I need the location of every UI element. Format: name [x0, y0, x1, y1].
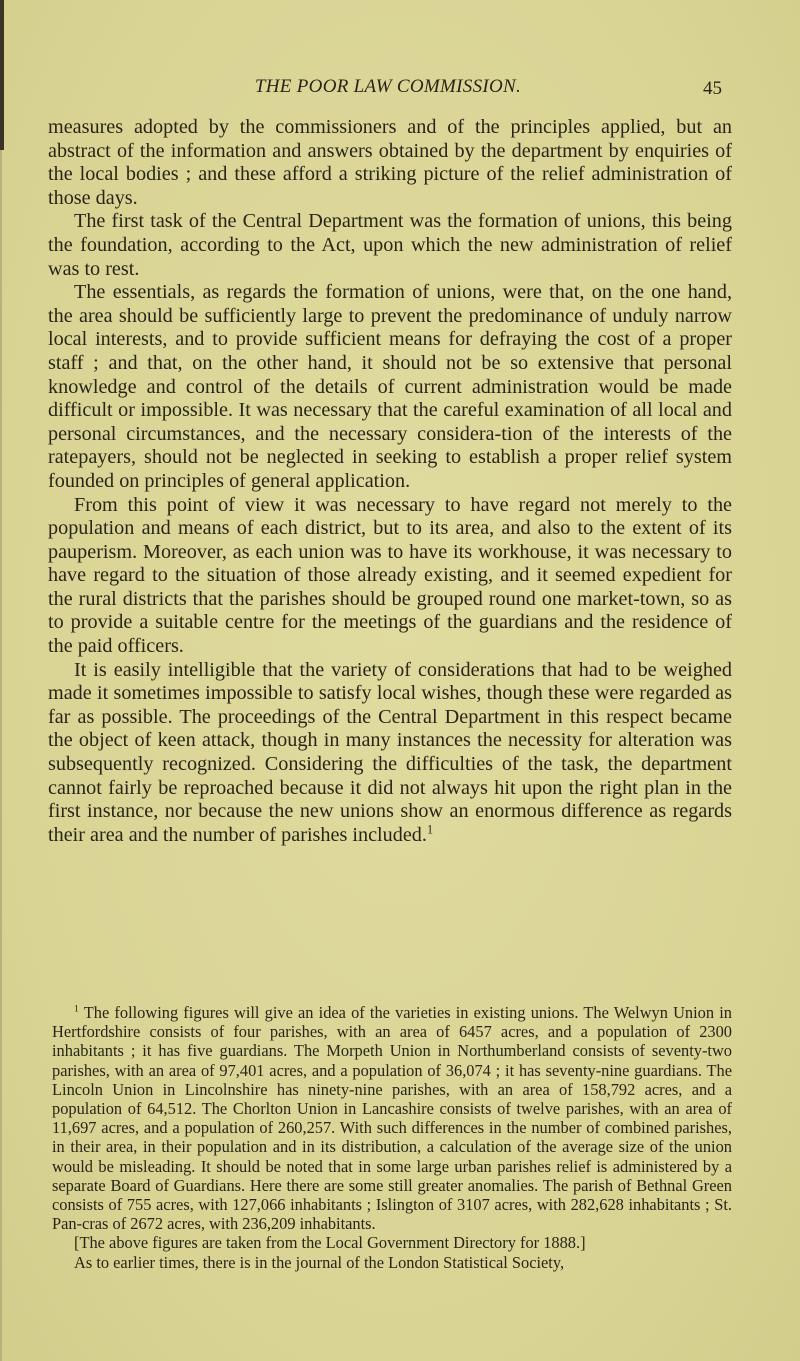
footnote-reference[interactable]: 1: [426, 822, 433, 837]
footnote: [52, 1003, 732, 1233]
paragraph: From this point of view it was necessary to have regard not merely to the population and means of each district, but to its area, and also to the extent of its pauperism. Moreover, as each union was to have its workhouse, it was necessary to have regard to the situation of those already existing, and it seemed expedient for the rural districts that the parishes should be grouped round one market-town, so as to provide a suitable centre for the meetings of the guardians and the residence of the paid officers.: [48, 493, 732, 658]
footnote-marker: 1: [74, 1003, 79, 1015]
paragraph-text: It is easily intelligible that the variety of considerations that had to be weighed made it sometimes impossible to satisfy local wishes, though these were regarded as far as possible. The proceedings of the Central Department in this respect became the object of keen attack, though in many instances the necessity for alteration was subsequently recognized. Considering the difficulties of the task, the department cannot fairly be reproached because it did not always hit upon the right plan in the first instance, nor because the new unions show an enormous difference as regards their area and the number of parishes included.: [48, 658, 732, 846]
paragraph-continued: measures adopted by the commissioners and of the principles applied, but an abstract of the information and answers obtained by the department by enquiries of the local bodies ; and these afford a striking picture of the relief administration of those days.: [48, 116, 732, 209]
footnote-note: [The above figures are taken from the Local Government Directory for 1888.]: [74, 1233, 586, 1253]
footnotes: [52, 1003, 732, 1272]
footnote-continuation: As to earlier times, there is in the journal of the London Statistical Society,: [74, 1252, 565, 1272]
page-edge-shadow: [0, 0, 4, 150]
running-head-title: THE POOR LAW COMMISSION.: [254, 76, 522, 97]
footnote-text: The following figures will give an idea of the varieties in existing unions. The Welwyn Union in Hertfordshire consists of four parishes, with an area of 6457 acres, and a population of 2300 inhabitants ; it has five guardians. The Morpeth Union in Northumberland consists of seventy-two parishes, with an area of 97,401 acres, and a population of 36,074 ; it has seventy-nine guardians. The Lincoln Union in Lincolnshire has ninety-nine parishes, with an area of 158,792 acres, and a population of 64,512. The Chorlton Union in Lancashire consists of twelve parishes, with an area of 11,697 acres, and a population of 260,257. With such differences in the number of combined parishes, in their area, in their population and in its distribution, a calculation of the average size of the union would be misleading. It should be noted that in some large urban parishes relief is administered by a separate Board of Guardians. Here there are some still greater anomalies. The parish of Bethnal Green consists of 755 acres, with 127,066 inhabitants ; Islington of 3107 acres, with 282,628 inhabitants ; St. Pan-cras of 2672 acres, with 236,209 inhabitants.: [52, 1003, 732, 1234]
paragraph: The essentials, as regards the formation of unions, were that, on the one hand, the area should be sufficiently large to prevent the predominance of unduly narrow local interests, and to provide sufficient means for defraying the cost of a proper staff ; and that, on the other hand, it should not be so extensive that personal knowledge and control of the details of current administration would be made difficult or impossible. It was necessary that the careful examination of all local and personal circumstances, and the necessary considera-tion of the interests of the ratepayers, should not be neglected in seeking to establish a proper relief system founded on principles of general application.: [48, 281, 732, 492]
running-head: [48, 76, 728, 100]
paragraph: The first task of the Central Department was the formation of unions, this being the foundation, according to the Act, upon which the new administration of relief was to rest.: [48, 210, 732, 280]
page-number: 45: [703, 78, 722, 99]
paragraph-with-footnote: [48, 659, 732, 848]
page-edge: [0, 150, 2, 1361]
body-text: [48, 116, 732, 847]
